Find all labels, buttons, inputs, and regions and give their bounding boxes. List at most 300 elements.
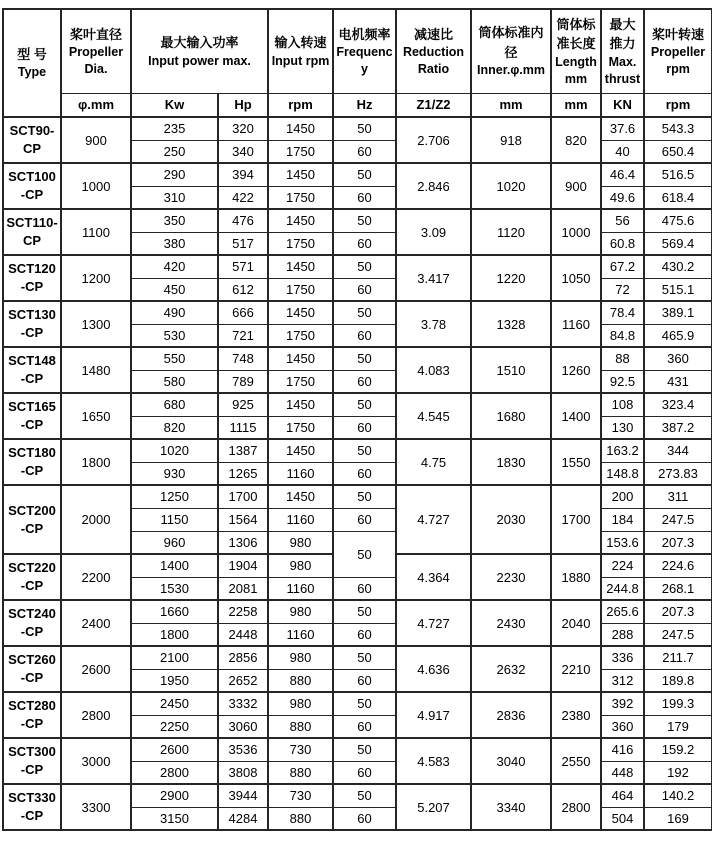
propeller-rpm-cell: 207.3 bbox=[644, 600, 712, 623]
frequency-cell: 60 bbox=[333, 761, 396, 784]
inner-diameter-cell: 2836 bbox=[471, 692, 551, 738]
unit-thrust-kn: KN bbox=[601, 93, 644, 117]
inner-diameter-cell: 1020 bbox=[471, 163, 551, 209]
frequency-cell: 50 bbox=[333, 163, 396, 186]
inner-diameter-cell: 2230 bbox=[471, 554, 551, 600]
propeller-dia-cell: 2200 bbox=[61, 554, 131, 600]
power-hp-cell: 1387 bbox=[218, 439, 268, 462]
propeller-rpm-cell: 273.83 bbox=[644, 462, 712, 485]
power-hp-cell: 422 bbox=[218, 186, 268, 209]
power-kw-cell: 235 bbox=[131, 117, 218, 140]
propeller-rpm-cell: 475.6 bbox=[644, 209, 712, 232]
col-header-length-en: Length mm bbox=[555, 54, 597, 86]
length-cell: 2800 bbox=[551, 784, 601, 830]
propeller-rpm-cell: 516.5 bbox=[644, 163, 712, 186]
col-header-inner-diameter bbox=[471, 9, 551, 93]
power-kw-cell: 380 bbox=[131, 232, 218, 255]
power-hp-cell: 3332 bbox=[218, 692, 268, 715]
unit-hz: Hz bbox=[333, 93, 396, 117]
header-row-titles bbox=[3, 9, 712, 93]
propeller-dia-cell: 1200 bbox=[61, 255, 131, 301]
power-hp-cell: 2081 bbox=[218, 577, 268, 600]
input-rpm-cell: 1160 bbox=[268, 623, 333, 646]
propeller-rpm-cell: 323.4 bbox=[644, 393, 712, 416]
input-rpm-cell: 980 bbox=[268, 646, 333, 669]
max-thrust-cell: 148.8 bbox=[601, 462, 644, 485]
power-hp-cell: 666 bbox=[218, 301, 268, 324]
power-hp-cell: 721 bbox=[218, 324, 268, 347]
power-kw-cell: 2450 bbox=[131, 692, 218, 715]
power-kw-cell: 1800 bbox=[131, 623, 218, 646]
reduction-ratio-cell: 5.207 bbox=[396, 784, 471, 830]
length-cell: 1160 bbox=[551, 301, 601, 347]
reduction-ratio-cell: 4.583 bbox=[396, 738, 471, 784]
max-thrust-cell: 92.5 bbox=[601, 370, 644, 393]
propeller-dia-cell: 1650 bbox=[61, 393, 131, 439]
propeller-rpm-cell: 247.5 bbox=[644, 508, 712, 531]
unit-inner-mm: mm bbox=[471, 93, 551, 117]
model-cell: SCT240-CP bbox=[3, 600, 61, 646]
power-hp-cell: 925 bbox=[218, 393, 268, 416]
max-thrust-cell: 88 bbox=[601, 347, 644, 370]
col-header-input-rpm bbox=[268, 9, 333, 93]
power-kw-cell: 1950 bbox=[131, 669, 218, 692]
model-cell: SCT120-CP bbox=[3, 255, 61, 301]
propeller-dia-cell: 2600 bbox=[61, 646, 131, 692]
propeller-rpm-cell: 360 bbox=[644, 347, 712, 370]
col-header-inner-diameter-en: Inner.φ.mm bbox=[477, 63, 546, 78]
max-thrust-cell: 163.2 bbox=[601, 439, 644, 462]
reduction-ratio-cell: 3.09 bbox=[396, 209, 471, 255]
max-thrust-cell: 464 bbox=[601, 784, 644, 807]
length-cell: 2040 bbox=[551, 600, 601, 646]
power-kw-cell: 310 bbox=[131, 186, 218, 209]
input-rpm-cell: 1160 bbox=[268, 508, 333, 531]
input-rpm-cell: 1160 bbox=[268, 462, 333, 485]
propeller-rpm-cell: 159.2 bbox=[644, 738, 712, 761]
power-hp-cell: 1904 bbox=[218, 554, 268, 577]
propeller-rpm-cell: 387.2 bbox=[644, 416, 712, 439]
input-rpm-cell: 1450 bbox=[268, 209, 333, 232]
frequency-cell: 60 bbox=[333, 623, 396, 646]
input-rpm-cell: 1450 bbox=[268, 255, 333, 278]
power-kw-cell: 680 bbox=[131, 393, 218, 416]
propeller-rpm-cell: 211.7 bbox=[644, 646, 712, 669]
power-kw-cell: 530 bbox=[131, 324, 218, 347]
inner-diameter-cell: 1220 bbox=[471, 255, 551, 301]
power-kw-cell: 550 bbox=[131, 347, 218, 370]
frequency-cell: 50 bbox=[333, 485, 396, 508]
reduction-ratio-cell: 3.78 bbox=[396, 301, 471, 347]
table-row bbox=[3, 738, 712, 761]
inner-diameter-cell: 3040 bbox=[471, 738, 551, 784]
length-cell: 900 bbox=[551, 163, 601, 209]
col-header-reduction-ratio bbox=[396, 9, 471, 93]
frequency-cell: 60 bbox=[333, 232, 396, 255]
table-row bbox=[3, 646, 712, 669]
frequency-cell: 50 bbox=[333, 600, 396, 623]
propeller-dia-cell: 1300 bbox=[61, 301, 131, 347]
power-kw-cell: 1660 bbox=[131, 600, 218, 623]
length-cell: 820 bbox=[551, 117, 601, 163]
power-kw-cell: 930 bbox=[131, 462, 218, 485]
propeller-dia-cell: 900 bbox=[61, 117, 131, 163]
propeller-rpm-cell: 247.5 bbox=[644, 623, 712, 646]
max-thrust-cell: 265.6 bbox=[601, 600, 644, 623]
power-kw-cell: 960 bbox=[131, 531, 218, 554]
unit-input-rpm: rpm bbox=[268, 93, 333, 117]
input-rpm-cell: 980 bbox=[268, 600, 333, 623]
input-rpm-cell: 730 bbox=[268, 738, 333, 761]
col-header-propeller-dia-en: Propeller Dia. bbox=[68, 45, 124, 76]
max-thrust-cell: 360 bbox=[601, 715, 644, 738]
max-thrust-cell: 416 bbox=[601, 738, 644, 761]
power-hp-cell: 340 bbox=[218, 140, 268, 163]
inner-diameter-cell: 1328 bbox=[471, 301, 551, 347]
power-hp-cell: 2856 bbox=[218, 646, 268, 669]
input-rpm-cell: 1450 bbox=[268, 347, 333, 370]
inner-diameter-cell: 2030 bbox=[471, 485, 551, 554]
unit-kw: Kw bbox=[131, 93, 218, 117]
length-cell: 1000 bbox=[551, 209, 601, 255]
propeller-rpm-cell: 169 bbox=[644, 807, 712, 830]
propeller-rpm-cell: 430.2 bbox=[644, 255, 712, 278]
power-kw-cell: 290 bbox=[131, 163, 218, 186]
col-header-type bbox=[3, 9, 61, 117]
col-header-max-thrust-en: Max. thrust bbox=[604, 54, 641, 86]
col-header-type-en: Type bbox=[17, 65, 47, 80]
col-header-input-power-zh: 最大输入功率 bbox=[160, 35, 239, 51]
reduction-ratio-cell: 4.083 bbox=[396, 347, 471, 393]
power-hp-cell: 517 bbox=[218, 232, 268, 255]
power-kw-cell: 2600 bbox=[131, 738, 218, 761]
propeller-rpm-cell: 465.9 bbox=[644, 324, 712, 347]
unit-dia: φ.mm bbox=[61, 93, 131, 117]
propeller-rpm-cell: 431 bbox=[644, 370, 712, 393]
max-thrust-cell: 448 bbox=[601, 761, 644, 784]
reduction-ratio-cell: 4.545 bbox=[396, 393, 471, 439]
input-rpm-cell: 880 bbox=[268, 807, 333, 830]
frequency-cell: 50 bbox=[333, 738, 396, 761]
length-cell: 2210 bbox=[551, 646, 601, 692]
power-hp-cell: 3060 bbox=[218, 715, 268, 738]
length-cell: 2380 bbox=[551, 692, 601, 738]
max-thrust-cell: 60.8 bbox=[601, 232, 644, 255]
input-rpm-cell: 1450 bbox=[268, 163, 333, 186]
length-cell: 2550 bbox=[551, 738, 601, 784]
frequency-cell: 60 bbox=[333, 807, 396, 830]
model-cell: SCT300-CP bbox=[3, 738, 61, 784]
frequency-cell: 50 bbox=[333, 692, 396, 715]
col-header-frequency bbox=[333, 9, 396, 93]
propeller-dia-cell: 1480 bbox=[61, 347, 131, 393]
max-thrust-cell: 200 bbox=[601, 485, 644, 508]
input-rpm-cell: 1160 bbox=[268, 577, 333, 600]
input-rpm-cell: 1750 bbox=[268, 416, 333, 439]
table-row bbox=[3, 117, 712, 140]
input-rpm-cell: 880 bbox=[268, 669, 333, 692]
frequency-cell: 60 bbox=[333, 669, 396, 692]
frequency-cell: 50 bbox=[333, 301, 396, 324]
table-row bbox=[3, 209, 712, 232]
power-hp-cell: 789 bbox=[218, 370, 268, 393]
frequency-cell: 60 bbox=[333, 462, 396, 485]
frequency-cell: 50 bbox=[333, 439, 396, 462]
power-kw-cell: 1400 bbox=[131, 554, 218, 577]
model-cell: SCT280-CP bbox=[3, 692, 61, 738]
col-header-frequency-zh: 电机频率 bbox=[338, 26, 391, 42]
col-header-reduction-ratio-zh: 减速比 bbox=[414, 26, 454, 42]
max-thrust-cell: 46.4 bbox=[601, 163, 644, 186]
frequency-cell: 50 bbox=[333, 393, 396, 416]
frequency-cell: 60 bbox=[333, 577, 396, 600]
model-cell: SCT165-CP bbox=[3, 393, 61, 439]
col-header-length bbox=[551, 9, 601, 93]
table-header bbox=[3, 9, 712, 117]
reduction-ratio-cell: 4.636 bbox=[396, 646, 471, 692]
propeller-dia-cell: 1800 bbox=[61, 439, 131, 485]
model-cell: SCT130-CP bbox=[3, 301, 61, 347]
table-row bbox=[3, 393, 712, 416]
input-rpm-cell: 1750 bbox=[268, 186, 333, 209]
power-kw-cell: 1530 bbox=[131, 577, 218, 600]
table-row bbox=[3, 163, 712, 186]
col-header-propeller-rpm bbox=[644, 9, 712, 93]
max-thrust-cell: 504 bbox=[601, 807, 644, 830]
max-thrust-cell: 336 bbox=[601, 646, 644, 669]
power-hp-cell: 4284 bbox=[218, 807, 268, 830]
table-row bbox=[3, 439, 712, 462]
max-thrust-cell: 184 bbox=[601, 508, 644, 531]
power-hp-cell: 3808 bbox=[218, 761, 268, 784]
max-thrust-cell: 224 bbox=[601, 554, 644, 577]
col-header-type-zh: 型 号 bbox=[17, 46, 47, 62]
max-thrust-cell: 49.6 bbox=[601, 186, 644, 209]
frequency-cell: 50 bbox=[333, 646, 396, 669]
power-kw-cell: 450 bbox=[131, 278, 218, 301]
reduction-ratio-cell: 4.727 bbox=[396, 600, 471, 646]
reduction-ratio-cell: 4.75 bbox=[396, 439, 471, 485]
reduction-ratio-cell: 4.917 bbox=[396, 692, 471, 738]
power-hp-cell: 3536 bbox=[218, 738, 268, 761]
thruster-spec-table bbox=[2, 8, 712, 831]
frequency-cell: 50 bbox=[333, 209, 396, 232]
model-cell: SCT220-CP bbox=[3, 554, 61, 600]
propeller-rpm-cell: 192 bbox=[644, 761, 712, 784]
input-rpm-cell: 1750 bbox=[268, 140, 333, 163]
power-kw-cell: 2900 bbox=[131, 784, 218, 807]
input-rpm-cell: 1750 bbox=[268, 232, 333, 255]
input-rpm-cell: 1450 bbox=[268, 117, 333, 140]
power-kw-cell: 2100 bbox=[131, 646, 218, 669]
power-kw-cell: 490 bbox=[131, 301, 218, 324]
propeller-rpm-cell: 268.1 bbox=[644, 577, 712, 600]
power-kw-cell: 250 bbox=[131, 140, 218, 163]
col-header-max-thrust bbox=[601, 9, 644, 93]
reduction-ratio-cell: 3.417 bbox=[396, 255, 471, 301]
length-cell: 1260 bbox=[551, 347, 601, 393]
max-thrust-cell: 56 bbox=[601, 209, 644, 232]
table-row bbox=[3, 600, 712, 623]
reduction-ratio-cell: 2.706 bbox=[396, 117, 471, 163]
model-cell: SCT260-CP bbox=[3, 646, 61, 692]
unit-propeller-rpm: rpm bbox=[644, 93, 712, 117]
model-cell: SCT110-CP bbox=[3, 209, 61, 255]
propeller-rpm-cell: 189.8 bbox=[644, 669, 712, 692]
model-cell: SCT100-CP bbox=[3, 163, 61, 209]
frequency-cell: 60 bbox=[333, 370, 396, 393]
max-thrust-cell: 67.2 bbox=[601, 255, 644, 278]
propeller-dia-cell: 3300 bbox=[61, 784, 131, 830]
inner-diameter-cell: 918 bbox=[471, 117, 551, 163]
power-kw-cell: 3150 bbox=[131, 807, 218, 830]
propeller-dia-cell: 1000 bbox=[61, 163, 131, 209]
max-thrust-cell: 288 bbox=[601, 623, 644, 646]
length-cell: 1400 bbox=[551, 393, 601, 439]
propeller-rpm-cell: 199.3 bbox=[644, 692, 712, 715]
power-hp-cell: 2652 bbox=[218, 669, 268, 692]
input-rpm-cell: 1450 bbox=[268, 301, 333, 324]
length-cell: 1050 bbox=[551, 255, 601, 301]
power-hp-cell: 1115 bbox=[218, 416, 268, 439]
input-rpm-cell: 1750 bbox=[268, 324, 333, 347]
col-header-inner-diameter-zh: 筒体标准内径 bbox=[478, 25, 544, 60]
power-kw-cell: 420 bbox=[131, 255, 218, 278]
power-kw-cell: 2250 bbox=[131, 715, 218, 738]
col-header-frequency-en: Frequency bbox=[336, 45, 393, 76]
frequency-cell: 50 bbox=[333, 347, 396, 370]
reduction-ratio-cell: 2.846 bbox=[396, 163, 471, 209]
max-thrust-cell: 130 bbox=[601, 416, 644, 439]
inner-diameter-cell: 1830 bbox=[471, 439, 551, 485]
propeller-rpm-cell: 543.3 bbox=[644, 117, 712, 140]
input-rpm-cell: 980 bbox=[268, 531, 333, 554]
inner-diameter-cell: 1680 bbox=[471, 393, 551, 439]
power-hp-cell: 394 bbox=[218, 163, 268, 186]
length-cell: 1880 bbox=[551, 554, 601, 600]
header-row-units bbox=[3, 93, 712, 117]
col-header-length-zh: 筒体标准长度 bbox=[556, 16, 596, 52]
propeller-dia-cell: 2800 bbox=[61, 692, 131, 738]
inner-diameter-cell: 1510 bbox=[471, 347, 551, 393]
propeller-dia-cell: 3000 bbox=[61, 738, 131, 784]
input-rpm-cell: 1450 bbox=[268, 485, 333, 508]
input-rpm-cell: 1450 bbox=[268, 393, 333, 416]
col-header-propeller-rpm-en: Propeller rpm bbox=[650, 45, 706, 76]
reduction-ratio-cell: 4.727 bbox=[396, 485, 471, 554]
col-header-propeller-dia bbox=[61, 9, 131, 93]
input-rpm-cell: 880 bbox=[268, 761, 333, 784]
length-cell: 1700 bbox=[551, 485, 601, 554]
propeller-rpm-cell: 224.6 bbox=[644, 554, 712, 577]
model-cell: SCT148-CP bbox=[3, 347, 61, 393]
table-row bbox=[3, 784, 712, 807]
input-rpm-cell: 1750 bbox=[268, 278, 333, 301]
input-rpm-cell: 880 bbox=[268, 715, 333, 738]
model-cell: SCT200-CP bbox=[3, 485, 61, 554]
power-hp-cell: 2258 bbox=[218, 600, 268, 623]
max-thrust-cell: 244.8 bbox=[601, 577, 644, 600]
model-cell: SCT330-CP bbox=[3, 784, 61, 830]
model-cell: SCT180-CP bbox=[3, 439, 61, 485]
power-hp-cell: 2448 bbox=[218, 623, 268, 646]
length-cell: 1550 bbox=[551, 439, 601, 485]
input-rpm-cell: 980 bbox=[268, 692, 333, 715]
col-header-input-power-en: Input power max. bbox=[148, 53, 251, 68]
power-hp-cell: 476 bbox=[218, 209, 268, 232]
power-kw-cell: 1250 bbox=[131, 485, 218, 508]
inner-diameter-cell: 2632 bbox=[471, 646, 551, 692]
frequency-cell: 60 bbox=[333, 186, 396, 209]
power-hp-cell: 1265 bbox=[218, 462, 268, 485]
col-header-input-power bbox=[131, 9, 268, 93]
inner-diameter-cell: 1120 bbox=[471, 209, 551, 255]
frequency-cell: 60 bbox=[333, 278, 396, 301]
table-row bbox=[3, 301, 712, 324]
power-hp-cell: 1306 bbox=[218, 531, 268, 554]
col-header-propeller-rpm-zh: 桨叶转速 bbox=[652, 26, 705, 42]
power-hp-cell: 3944 bbox=[218, 784, 268, 807]
propeller-rpm-cell: 618.4 bbox=[644, 186, 712, 209]
power-hp-cell: 320 bbox=[218, 117, 268, 140]
frequency-cell: 60 bbox=[333, 140, 396, 163]
power-kw-cell: 820 bbox=[131, 416, 218, 439]
propeller-dia-cell: 2400 bbox=[61, 600, 131, 646]
power-hp-cell: 1564 bbox=[218, 508, 268, 531]
frequency-cell: 60 bbox=[333, 324, 396, 347]
propeller-rpm-cell: 311 bbox=[644, 485, 712, 508]
power-kw-cell: 2800 bbox=[131, 761, 218, 784]
max-thrust-cell: 40 bbox=[601, 140, 644, 163]
input-rpm-cell: 1750 bbox=[268, 370, 333, 393]
inner-diameter-cell: 3340 bbox=[471, 784, 551, 830]
frequency-cell: 50 bbox=[333, 531, 396, 577]
col-header-input-rpm-zh: 输入转速 bbox=[274, 35, 327, 51]
table-row bbox=[3, 347, 712, 370]
frequency-cell: 60 bbox=[333, 416, 396, 439]
propeller-rpm-cell: 344 bbox=[644, 439, 712, 462]
power-kw-cell: 350 bbox=[131, 209, 218, 232]
power-hp-cell: 571 bbox=[218, 255, 268, 278]
power-kw-cell: 580 bbox=[131, 370, 218, 393]
max-thrust-cell: 153.6 bbox=[601, 531, 644, 554]
max-thrust-cell: 37.6 bbox=[601, 117, 644, 140]
propeller-dia-cell: 2000 bbox=[61, 485, 131, 554]
frequency-cell: 60 bbox=[333, 715, 396, 738]
propeller-rpm-cell: 179 bbox=[644, 715, 712, 738]
input-rpm-cell: 980 bbox=[268, 554, 333, 577]
unit-ratio: Z1/Z2 bbox=[396, 93, 471, 117]
propeller-rpm-cell: 515.1 bbox=[644, 278, 712, 301]
propeller-dia-cell: 1100 bbox=[61, 209, 131, 255]
propeller-rpm-cell: 650.4 bbox=[644, 140, 712, 163]
frequency-cell: 50 bbox=[333, 117, 396, 140]
table-row bbox=[3, 692, 712, 715]
max-thrust-cell: 312 bbox=[601, 669, 644, 692]
col-header-max-thrust-zh: 最大推力 bbox=[609, 16, 636, 52]
max-thrust-cell: 72 bbox=[601, 278, 644, 301]
propeller-rpm-cell: 207.3 bbox=[644, 531, 712, 554]
col-header-propeller-dia-zh: 桨叶直径 bbox=[69, 26, 122, 42]
input-rpm-cell: 730 bbox=[268, 784, 333, 807]
table-row bbox=[3, 255, 712, 278]
power-hp-cell: 1700 bbox=[218, 485, 268, 508]
max-thrust-cell: 108 bbox=[601, 393, 644, 416]
spec-table-body bbox=[3, 117, 712, 830]
power-kw-cell: 1150 bbox=[131, 508, 218, 531]
power-hp-cell: 612 bbox=[218, 278, 268, 301]
table-row bbox=[3, 485, 712, 508]
